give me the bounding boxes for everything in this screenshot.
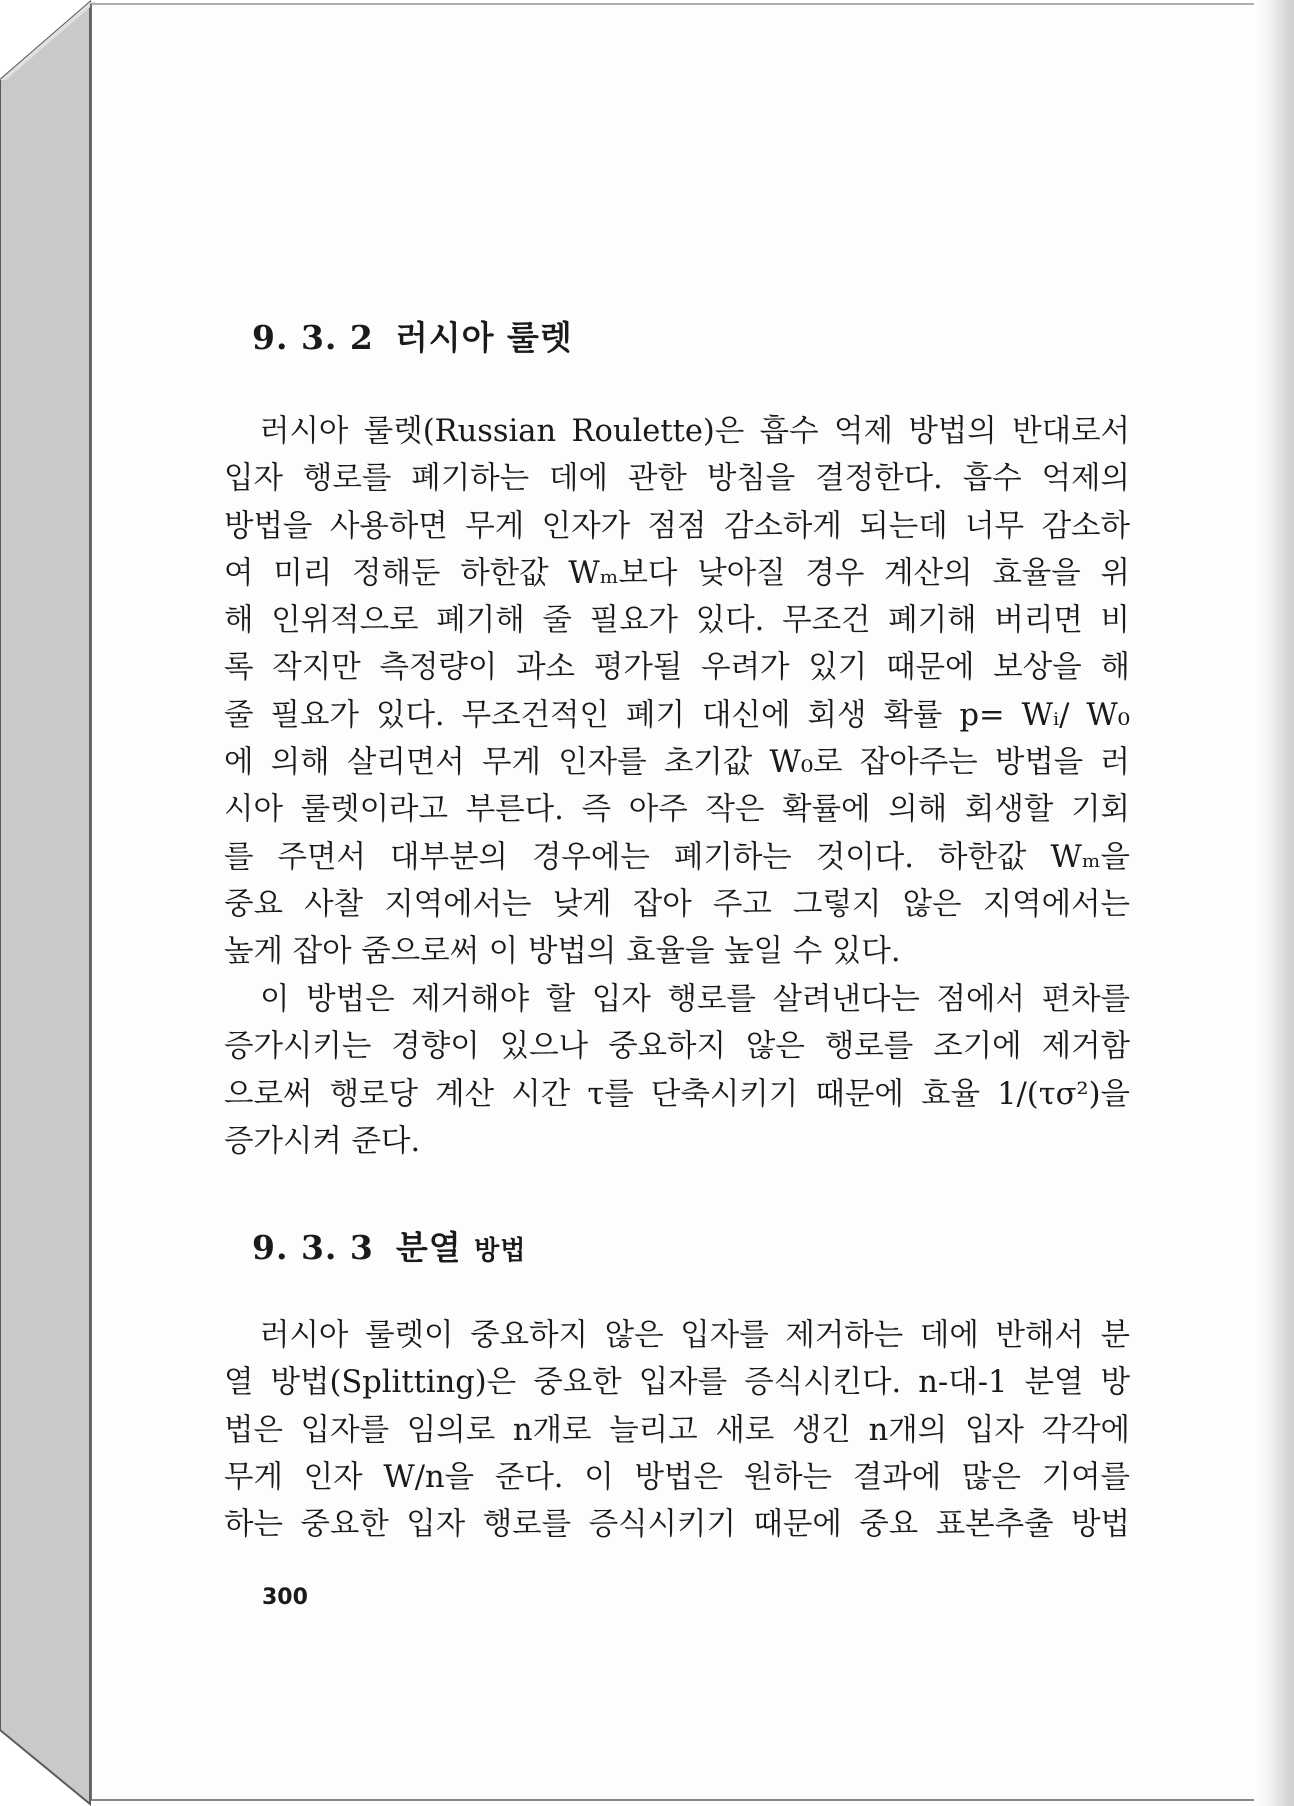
section-title-small: 방법 [474,1236,527,1266]
text-line: 열 방법(Splitting)은 중요한 입자를 증식시킨다. n-대-1 분열 방 [224,1365,1130,1401]
text-line: 러시아 룰렛(Russian Roulette)은 흡수 억제 방법의 반대로서 [260,414,1130,449]
section-number: 9. 3. 3 [252,1228,374,1267]
page-edge-shadow [1254,0,1294,1806]
section-heading-9-3-3 [252,1222,526,1269]
text-line: 러시아 룰렛이 중요하지 않은 입자를 제거하는 데에 반해서 분 [260,1318,1130,1353]
text-line: 하는 중요한 입자 행로를 증식시키기 때문에 중요 표본추출 방법 [224,1507,1130,1543]
text-line: 를 주면서 대부분의 경우에는 폐기하는 것이다. 하한값 Wₘ을 [224,839,1130,875]
text-line: 줄 필요가 있다. 무조건적인 폐기 대신에 회생 확률 p= Wᵢ/ W₀ [224,697,1130,733]
section-title: 러시아 룰렛 [395,318,573,357]
text-line: 법은 입자를 임의로 n개로 늘리고 새로 생긴 n개의 입자 각각에 [224,1412,1130,1448]
text-line: 여 미리 정해둔 하한값 Wₘ보다 낮아질 경우 계산의 효율을 위 [224,555,1130,591]
paragraph-russian-roulette-1 [224,408,1130,976]
text-line: 증가시켜 준다. [224,1123,421,1159]
text-line: 에 의해 살리면서 무게 인자를 초기값 W₀로 잡아주는 방법을 러 [224,745,1130,781]
section-number: 9. 3. 2 [252,318,374,357]
text-line: 입자 행로를 폐기하는 데에 관한 방침을 결정한다. 흡수 억제의 [224,461,1130,497]
text-line: 높게 잡아 줌으로써 이 방법의 효율을 높일 수 있다. [224,934,901,970]
section-title: 분열 [395,1228,462,1267]
text-line: 중요 사찰 지역에서는 낮게 잡아 주고 그렇지 않은 지역에서는 [224,886,1130,922]
section-heading-9-3-2 [252,312,573,359]
text-line: 록 작지만 측정량이 과소 평가될 우려가 있기 때문에 보상을 해 [224,650,1130,686]
page-number: 300 [262,1585,308,1610]
text-line: 증가시키는 경향이 있으나 중요하지 않은 행로를 조기에 제거함 [224,1029,1130,1065]
text-line: 해 인위적으로 폐기해 줄 필요가 있다. 무조건 폐기해 버리면 비 [224,603,1130,639]
text-line: 방법을 사용하면 무게 인자가 점점 감소하게 되는데 너무 감소하 [224,508,1130,544]
paragraph-russian-roulette-2 [224,976,1130,1165]
paragraph-splitting [224,1312,1130,1548]
text-line: 이 방법은 제거해야 할 입자 행로를 살려낸다는 점에서 편차를 [260,982,1130,1017]
text-line: 무게 인자 W/n을 준다. 이 방법은 원하는 결과에 많은 기여를 [224,1459,1130,1495]
text-line: 시아 룰렛이라고 부른다. 즉 아주 작은 확률에 의해 회생할 기회 [224,792,1130,828]
text-line: 으로써 행로당 계산 시간 τ를 단축시키기 때문에 효율 1/(τσ²)을 [224,1076,1130,1112]
